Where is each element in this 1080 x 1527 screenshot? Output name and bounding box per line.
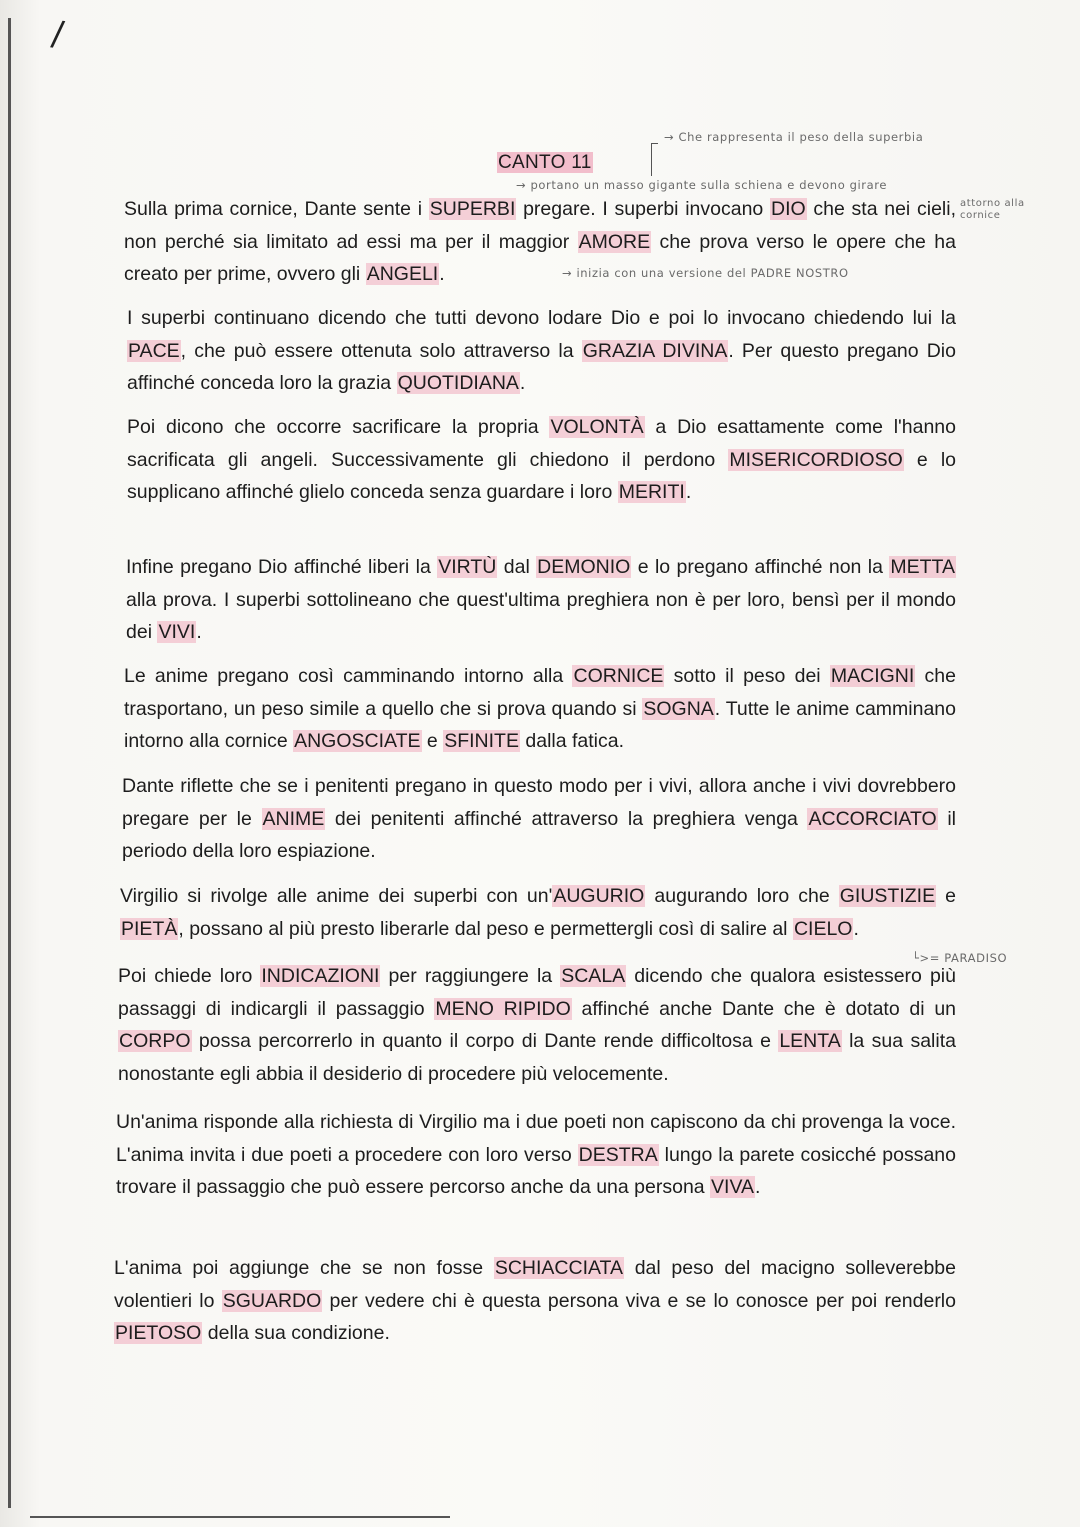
highlighted-keyword: VIVA	[711, 1176, 755, 1198]
annotation-after-angeli: → inizia con una versione del PADRE NOSTRO	[562, 266, 849, 280]
highlighted-keyword: MACIGNI	[830, 665, 915, 687]
highlighted-keyword: SCHIACCIATA	[494, 1257, 624, 1279]
highlighted-keyword: MENO RIPIDO	[435, 997, 571, 1020]
paragraph-7: Virgilio si rivolge alle anime dei superbi con un'AUGURIO augurando loro che GIUSTIZIE e PIETÀ, possano al più presto liberarle dal peso e permettergli così di salire al CIELO.	[120, 885, 956, 940]
annotation-under-title: → portano un masso gigante sulla schiena e devono girare	[516, 178, 888, 192]
highlighted-keyword: ANIME	[262, 807, 325, 830]
highlighted-keyword: QUOTIDIANA	[397, 372, 519, 394]
highlighted-keyword: CORNICE	[573, 665, 664, 687]
annotation-bracket	[651, 143, 658, 176]
highlighted-keyword: DESTRA	[578, 1143, 658, 1166]
highlighted-keyword: SFINITE	[444, 730, 519, 752]
highlighted-keyword: AUGURIO	[553, 885, 645, 907]
highlighted-keyword: CORPO	[119, 1030, 191, 1052]
paragraph-8: Poi chiede loro INDICAZIONI per raggiungere la SCALA dicendo che qualora esistessero più passaggi di indicargli il passaggio MENO RIPIDO affinché anche Dante che è dotato di un CORPO possa percorrerlo in quanto il corpo di Dante rende difficoltosa e LENTA la sua salita nonostante egli abbia il desiderio di procedere più velocemente.	[118, 965, 957, 1085]
title-text: CANTO 11	[498, 152, 592, 173]
highlighted-keyword: SOGNA	[643, 697, 714, 720]
highlighted-keyword: GIUSTIZIE	[839, 885, 936, 907]
highlighted-keyword: CIELO	[793, 917, 853, 940]
highlighted-keyword: VOLONTÀ	[550, 416, 644, 438]
bottom-edge-line	[30, 1516, 450, 1518]
paragraph-4: Infine pregano Dio affinché liberi la VIRTÙ dal DEMONIO e lo pregano affinché non la METTA alla prova. I superbi sottolineano che quest'ultima preghiera non è per loro, bensì per il mondo dei VIVI.	[126, 556, 956, 643]
highlighted-keyword: DIO	[770, 198, 806, 220]
highlighted-keyword: AMORE	[578, 230, 651, 253]
annotation-after-cielo: └>= PARADISO	[912, 951, 1008, 965]
paragraph-1: Sulla prima cornice, Dante sente i SUPERBI pregare. I superbi invocano DIO che sta nei cieli, non perché sia limitato ad essi ma per il maggior AMORE che prova verso le opere che ha creato per prime, ovvero gli ANGELI.	[124, 198, 956, 285]
highlighted-keyword: ANGOSCIATE	[294, 730, 421, 752]
paragraph-5: Le anime pregano così camminando intorno alla CORNICE sotto il peso dei MACIGNI che trasportano, un peso simile a quello che si prova quando si SOGNA. Tutte le anime camminano intorno alla cornice ANGOSCIATE e SFINITE dalla fatica.	[124, 665, 956, 752]
highlighted-keyword: PIETOSO	[115, 1322, 202, 1344]
highlighted-keyword: DEMONIO	[537, 556, 631, 578]
annotation-margin-side: attorno alla cornice	[960, 198, 1025, 221]
paragraph-6: Dante riflette che se i penitenti pregano in questo modo per i vivi, allora anche i vivi dovrebbero pregare per le ANIME dei penitenti affinché attraverso la preghiera venga ACCORCIATO il periodo della loro espiazione.	[122, 775, 957, 862]
highlighted-keyword: GRAZIA DIVINA	[582, 339, 728, 362]
highlighted-keyword: ACCORCIATO	[808, 807, 937, 830]
highlighted-keyword: LENTA	[779, 1030, 841, 1052]
highlighted-keyword: ANGELI	[366, 263, 439, 285]
highlighted-keyword: SUPERBI	[429, 198, 516, 220]
paragraph-2: I superbi continuano dicendo che tutti devono lodare Dio e poi lo invocano chiedendo lui la PACE, che può essere ottenuta solo attraverso la GRAZIA DIVINA. Per questo pregano Dio affinché conceda loro la grazia QUOTIDIANA.	[127, 307, 956, 394]
highlighted-keyword: VIVI	[158, 621, 196, 643]
paragraph-3: Poi dicono che occorre sacrificare la propria VOLONTÀ a Dio esattamente come l'hanno sacrificata gli angeli. Successivamente gli chiedono il perdono MISERICORDIOSO e lo supplicano affinché glielo conceda senza guardare i loro MERITI.	[127, 416, 957, 503]
highlighted-keyword: VIRTÙ	[438, 556, 497, 578]
binding-edge	[8, 18, 11, 1508]
highlighted-keyword: MISERICORDIOSO	[729, 448, 903, 471]
annotation-top-right: → Che rappresenta il peso della superbia	[664, 130, 924, 144]
paragraph-9: Un'anima risponde alla richiesta di Virgilio ma i due poeti non capiscono da chi provenga la voce. L'anima invita i due poeti a procedere con loro verso DESTRA lungo la parete cosicché possano trovare il passaggio che può essere percorso anche da una persona VIVA.	[116, 1111, 956, 1198]
pencil-slash-mark: /	[49, 13, 67, 55]
highlighted-keyword: PIETÀ	[121, 917, 178, 940]
highlighted-keyword: PACE	[128, 339, 180, 362]
page-title	[497, 152, 593, 174]
highlighted-keyword: INDICAZIONI	[261, 965, 380, 987]
highlighted-keyword: METTA	[890, 556, 955, 578]
highlighted-keyword: SCALA	[561, 965, 626, 987]
highlighted-keyword: MERITI	[618, 481, 685, 503]
paragraph-10: L'anima poi aggiunge che se non fosse SCHIACCIATA dal peso del macigno solleverebbe volentieri lo SGUARDO per vedere chi è questa persona viva e se lo conosce per poi renderlo PIETOSO della sua condizione.	[114, 1257, 956, 1344]
highlighted-keyword: SGUARDO	[222, 1289, 322, 1312]
